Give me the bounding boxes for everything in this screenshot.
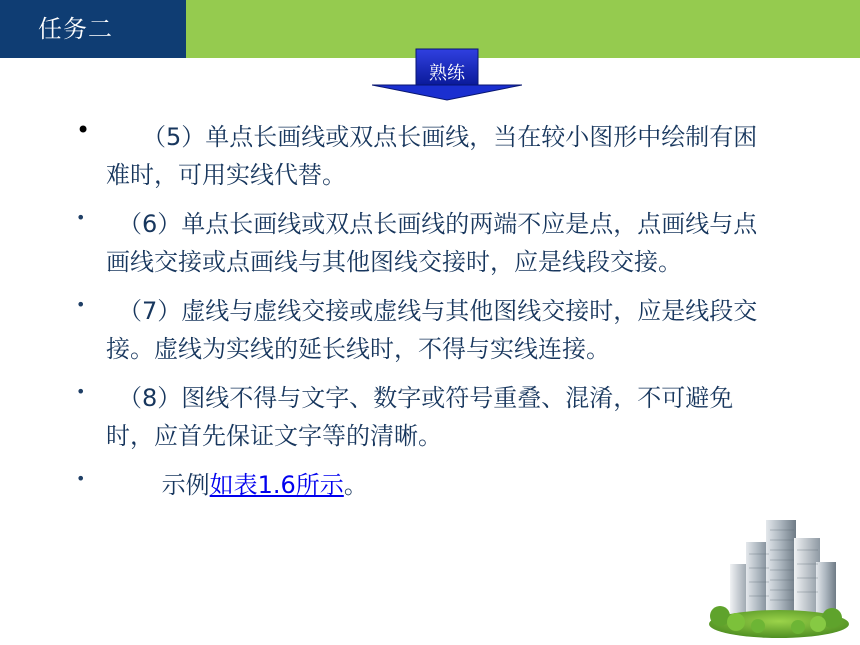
table-reference-link[interactable]: 如表1.6所示: [209, 471, 344, 499]
list-item-text: [106, 466, 776, 504]
bullet-dot: •: [76, 208, 86, 227]
bullet-dot: •: [76, 382, 86, 401]
bullet-dot: •: [76, 116, 91, 144]
building-icon: [706, 512, 852, 640]
list-item: [76, 118, 776, 194]
skill-badge-label: 熟练: [429, 63, 465, 84]
list-item-text: （8）图线不得与文字、数字或符号重叠、混淆，不可避免时，应首先保证文字等的清晰。: [106, 384, 734, 450]
list-item: [76, 379, 776, 455]
list-item-text: （6）单点长画线或双点长画线的两端不应是点，点画线与点画线交接或点画线与其他图线交接时，应是线段交接。: [106, 210, 758, 276]
header-title-box: [0, 0, 186, 58]
bullet-dot: •: [76, 469, 86, 488]
header-title: 任务二: [38, 15, 113, 43]
skill-badge: [372, 47, 522, 101]
bullet-dot: •: [76, 295, 86, 314]
list-item: [76, 205, 776, 281]
example-suffix: 。: [343, 471, 368, 499]
example-prefix: 示例: [106, 471, 210, 499]
bullet-list: [76, 118, 776, 515]
city-buildings-illustration: [706, 512, 852, 640]
list-item: [76, 292, 776, 368]
list-item: [76, 466, 776, 504]
list-item-text: （5）单点长画线或双点长画线，当在较小图形中绘制有困难时，可用实线代替。: [106, 123, 758, 189]
list-item-text: （7）虚线与虚线交接或虚线与其他图线交接时，应是线段交接。虚线为实线的延长线时，不得与实线连接。: [106, 297, 758, 363]
